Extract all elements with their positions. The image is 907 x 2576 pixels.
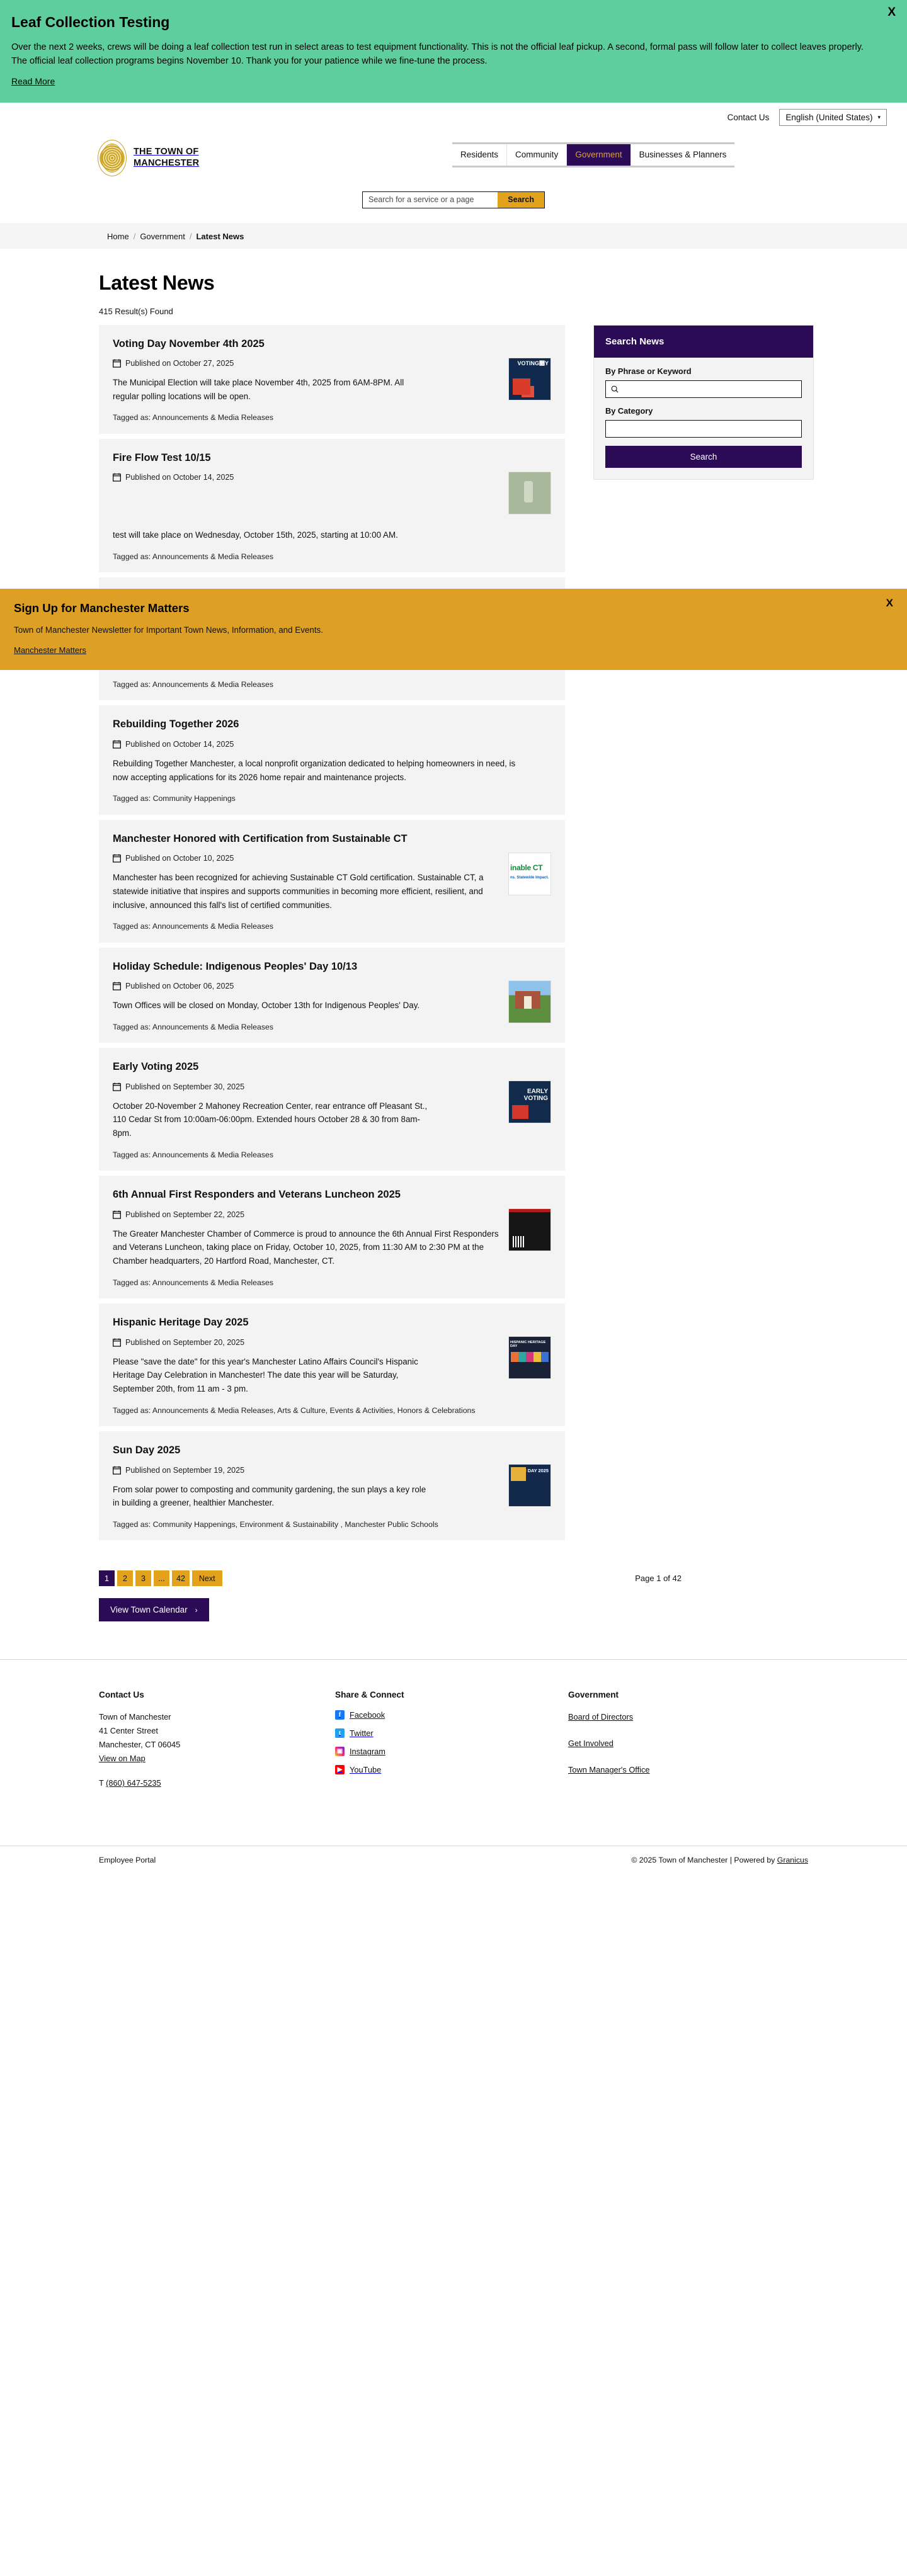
chevron-right-icon: › (195, 1605, 198, 1614)
news-published-text: Published on September 30, 2025 (125, 1082, 245, 1091)
news-summary: From solar power to composting and community gardening, the sun plays a key role in building a greener, healthier Manchester. (113, 1484, 426, 1508)
calendar-icon (113, 982, 121, 990)
news-published (113, 1082, 551, 1091)
news-card[interactable] (99, 820, 565, 943)
news-tags: Tagged as: Announcements & Media Releases (113, 679, 273, 689)
category-field (605, 420, 802, 438)
page-button-1[interactable]: 1 (99, 1570, 115, 1586)
view-town-calendar-button[interactable] (99, 1598, 209, 1621)
next-page-button[interactable]: Next (192, 1570, 222, 1586)
view-on-map-link[interactable]: View on Map (99, 1754, 145, 1764)
phrase-input[interactable] (622, 385, 796, 394)
site-search-input[interactable] (363, 192, 498, 208)
brand-line-2: MANCHESTER (134, 157, 200, 168)
pagination-row (99, 1570, 792, 1586)
news-card[interactable] (99, 948, 565, 1043)
news-summary: test will take place on Wednesday, October 15th, 2025, starting at 10:00 AM. (113, 530, 398, 540)
alert-body: Over the next 2 weeks, crews will be doing a leaf collection test run in select areas to test equipment functionality. This is not the official leaf pickup. A second, formal pass will follow later to collect leaves properly. The official leaf collection programs begins November 10. Thank you for your patience while we fine-tune the process. (11, 42, 864, 67)
facebook-link[interactable] (335, 1710, 568, 1720)
board-of-directors-link[interactable]: Board of Directors (568, 1712, 634, 1722)
news-published-text: Published on October 10, 2025 (125, 854, 234, 863)
news-tags: Tagged as: Announcements & Media Releases, Arts & Culture, Events & Activities, Honors & Celebrations (113, 1405, 476, 1415)
facebook-icon: f (335, 1710, 345, 1720)
breadcrumb-separator: / (133, 231, 136, 241)
calendar-icon (113, 1466, 121, 1475)
news-title[interactable]: Manchester Honored with Certification from Sustainable CT (113, 832, 408, 844)
news-summary: Please "save the date" for this year's Manchester Latino Affairs Council's Hispanic Heritage Day Celebration in Manchester! The date this year will be Saturday, September 20th, from 11 am - 3 pm. (113, 1356, 418, 1394)
news-summary: Town Offices will be closed on Monday, October 13th for Indigenous Peoples' Day. (113, 1001, 420, 1011)
phrase-field (605, 380, 802, 398)
breadcrumb (107, 232, 907, 241)
news-published (113, 473, 551, 482)
footer-contact-column (99, 1690, 335, 1790)
footer-street: 41 Center Street (99, 1726, 158, 1736)
footer-org-name: Town of Manchester (99, 1712, 171, 1722)
sustainable-ct-logo-thumbnail (508, 853, 551, 895)
twitter-label: Twitter (350, 1728, 374, 1739)
site-footer (0, 1659, 907, 1876)
employee-portal-link[interactable]: Employee Portal (99, 1856, 156, 1865)
news-title[interactable]: Rebuilding Together 2026 (113, 718, 239, 730)
calendar-icon (113, 854, 121, 863)
news-title[interactable]: 6th Annual First Responders and Veterans Luncheon 2025 (113, 1189, 401, 1201)
main-navigation (452, 142, 734, 168)
close-icon[interactable]: X (886, 597, 893, 609)
news-tags: Tagged as: Announcements & Media Releases (113, 413, 273, 423)
youtube-label: YouTube (350, 1765, 382, 1775)
news-tags: Tagged as: Announcements & Media Releases (113, 1278, 273, 1287)
view-town-calendar-label: View Town Calendar (110, 1605, 188, 1615)
youtube-icon: ▶ (335, 1765, 345, 1774)
calendar-icon (113, 1338, 121, 1347)
news-summary: The Greater Manchester Chamber of Commerce is proud to announce the 6th Annual First Responders and Veterans Luncheon, taking place on Friday, October 10, 2025, from 11:30 AM to 2:30 PM at the Chamber headquarters, 20 Hartford Road, Manchester, CT. (113, 1228, 499, 1266)
news-published (113, 1466, 551, 1475)
youtube-link[interactable] (335, 1765, 568, 1774)
sun-day-flyer-thumbnail (508, 1464, 551, 1507)
news-tags: Tagged as: Announcements & Media Releases (113, 1022, 273, 1031)
news-published-text: Published on October 06, 2025 (125, 982, 234, 991)
news-published-text: Published on September 20, 2025 (125, 1337, 245, 1347)
site-logo[interactable] (98, 140, 199, 176)
news-search-sidebar (593, 325, 814, 480)
news-summary: Manchester has been recognized for achieving Sustainable CT Gold certification. Sustainable CT, a statewide initiative that inspires and supports communities in becoming more efficient, resilient, and inclusive, announced this fall's list of certified communities. (113, 873, 484, 910)
footer-city-state: Manchester, CT 06045 (99, 1740, 181, 1750)
search-news-heading: Search News (594, 326, 813, 358)
brand-name (134, 147, 199, 169)
news-card[interactable] (99, 1176, 565, 1298)
town-hall-thumbnail (508, 980, 551, 1023)
result-count: 415 Result(s) Found (99, 306, 173, 316)
news-published (113, 359, 551, 368)
news-list (99, 325, 565, 1546)
news-tags: Tagged as: Community Happenings (113, 794, 236, 803)
contact-us-link[interactable]: Contact Us (727, 112, 770, 122)
town-seal-icon (98, 140, 127, 176)
phone-link[interactable]: (860) 647-5235 (106, 1778, 161, 1788)
news-title[interactable]: Fire Flow Test 10/15 (113, 451, 211, 463)
alert-read-more-link[interactable]: Read More (11, 76, 55, 86)
news-tags: Tagged as: Community Happenings, Environment & Sustainability , Manchester Public Schools (113, 1520, 438, 1529)
get-involved-link[interactable]: Get Involved (568, 1739, 613, 1749)
breadcrumb-separator-2: / (189, 231, 192, 241)
footer-columns (91, 1690, 816, 1790)
nav-item-businesses-planners[interactable]: Businesses & Planners (630, 144, 735, 166)
instagram-link[interactable] (335, 1747, 568, 1756)
news-title[interactable]: Sun Day 2025 (113, 1444, 181, 1456)
town-managers-office-link[interactable]: Town Manager's Office (568, 1765, 650, 1775)
footer-contact-heading: Contact Us (99, 1690, 144, 1700)
news-summary: Rebuilding Together Manchester, a local nonprofit organization dedicated to helping homeowners in need, is now accepting applications for its 2026 home repair and maintenance projects. (113, 758, 516, 782)
news-tags: Tagged as: Announcements & Media Releases (113, 552, 273, 561)
news-search-button[interactable]: Search (605, 446, 802, 468)
news-summary: October 20-November 2 Mahoney Recreation Center, rear entrance off Pleasant St., 110 Cedar St from 10:00am-06:00pm. Extended hours October 28 & 30 from 8am-8pm. (113, 1101, 428, 1138)
newsletter-signup-banner (0, 589, 907, 670)
news-title[interactable]: Holiday Schedule: Indigenous Peoples' Day 10/13 (113, 960, 358, 972)
breadcrumb-government[interactable]: Government (140, 231, 185, 241)
news-title[interactable]: Voting Day November 4th 2025 (113, 338, 265, 349)
twitter-link[interactable] (335, 1728, 568, 1738)
breadcrumb-current: Latest News (196, 231, 244, 241)
manchester-matters-link[interactable]: Manchester Matters (14, 645, 86, 655)
language-select[interactable] (779, 109, 887, 126)
page-content (91, 249, 816, 1622)
news-tags: Tagged as: Announcements & Media Releases (113, 922, 273, 931)
news-published-text: Published on October 14, 2025 (125, 473, 234, 482)
chevron-down-icon: ▾ (877, 113, 881, 120)
copyright-text: © 2025 Town of Manchester | Powered by (631, 1856, 777, 1865)
footer-share-heading: Share & Connect (335, 1690, 404, 1700)
facebook-label: Facebook (350, 1710, 385, 1720)
news-published (113, 1338, 551, 1347)
news-published (113, 1210, 551, 1219)
page-button-42[interactable]: 42 (172, 1570, 190, 1586)
news-published-text: Published on October 27, 2025 (125, 358, 234, 368)
calendar-icon (113, 359, 121, 368)
masthead (0, 131, 907, 185)
category-input[interactable] (611, 424, 796, 433)
pagination (99, 1570, 222, 1586)
category-label: By Category (605, 406, 653, 416)
calendar-icon (113, 473, 121, 482)
language-select-label: English (United States) (785, 112, 873, 122)
footer-copyright (631, 1856, 808, 1864)
breadcrumb-home[interactable]: Home (107, 231, 129, 241)
phone-prefix: T (99, 1778, 106, 1788)
search-news-panel (593, 325, 814, 480)
granicus-link[interactable]: Granicus (777, 1856, 808, 1865)
news-published-text: Published on September 19, 2025 (125, 1465, 245, 1475)
calendar-icon (113, 1082, 121, 1091)
page-indicator: Page 1 of 42 (635, 1574, 682, 1584)
content-columns (91, 325, 816, 1546)
hispanic-heritage-flyer-thumbnail (508, 1336, 551, 1379)
early-voting-thumbnail (508, 1081, 551, 1123)
news-card[interactable] (99, 1048, 565, 1171)
news-card[interactable] (99, 1431, 565, 1540)
calendar-icon (113, 740, 121, 749)
news-card[interactable] (99, 439, 565, 573)
breadcrumb-band (0, 224, 907, 249)
news-published (113, 854, 551, 863)
news-title[interactable]: Hispanic Heritage Day 2025 (113, 1317, 249, 1329)
voting-day-thumbnail (508, 358, 551, 400)
news-card[interactable] (99, 705, 565, 814)
nav-item-residents[interactable]: Residents (452, 144, 506, 166)
news-card[interactable] (99, 1303, 565, 1426)
news-card[interactable] (99, 325, 565, 434)
page-ellipsis: ... (154, 1570, 169, 1586)
footer-government-column (568, 1690, 782, 1790)
newsletter-title: Sign Up for Manchester Matters (14, 601, 190, 615)
news-published-text: Published on September 22, 2025 (125, 1210, 245, 1219)
alert-title: Leaf Collection Testing (11, 14, 170, 30)
news-summary: The Municipal Election will take place November 4th, 2025 from 6AM-8PM. All regular polling locations will be open. (113, 377, 404, 401)
calendar-icon (113, 1210, 121, 1219)
brand-line-1: THE TOWN OF (134, 146, 199, 157)
news-published (113, 982, 551, 990)
close-icon[interactable]: X (887, 6, 896, 19)
site-search-button[interactable]: Search (498, 192, 544, 208)
nav-item-community[interactable]: Community (506, 144, 566, 166)
footer-government-heading: Government (568, 1690, 619, 1700)
footer-bottom-bar (0, 1846, 907, 1876)
site-search-row (0, 185, 907, 224)
nav-item-government[interactable]: Government (566, 144, 630, 166)
news-published (113, 740, 551, 749)
phrase-label: By Phrase or Keyword (605, 366, 692, 376)
search-news-form (594, 358, 813, 479)
news-title[interactable]: Early Voting 2025 (113, 1061, 199, 1073)
instagram-icon: ▣ (335, 1747, 345, 1756)
utility-bar (0, 103, 907, 131)
news-published-text: Published on October 14, 2025 (125, 739, 234, 749)
site-alert-banner (0, 0, 907, 103)
instagram-label: Instagram (350, 1747, 385, 1757)
site-search (362, 191, 545, 208)
search-icon (611, 385, 619, 393)
newsletter-body: Town of Manchester Newsletter for Important Town News, Information, and Events. (14, 625, 323, 635)
page-title: Latest News (99, 271, 215, 294)
twitter-icon: t (335, 1728, 345, 1738)
page-button-2[interactable]: 2 (117, 1570, 133, 1586)
page-button-3[interactable]: 3 (135, 1570, 151, 1586)
fire-hydrant-thumbnail (508, 472, 551, 514)
news-tags: Tagged as: Announcements & Media Releases (113, 1150, 273, 1159)
footer-share-column (335, 1690, 568, 1790)
luncheon-flyer-thumbnail (508, 1208, 551, 1251)
footer-phone-row (99, 1776, 335, 1790)
